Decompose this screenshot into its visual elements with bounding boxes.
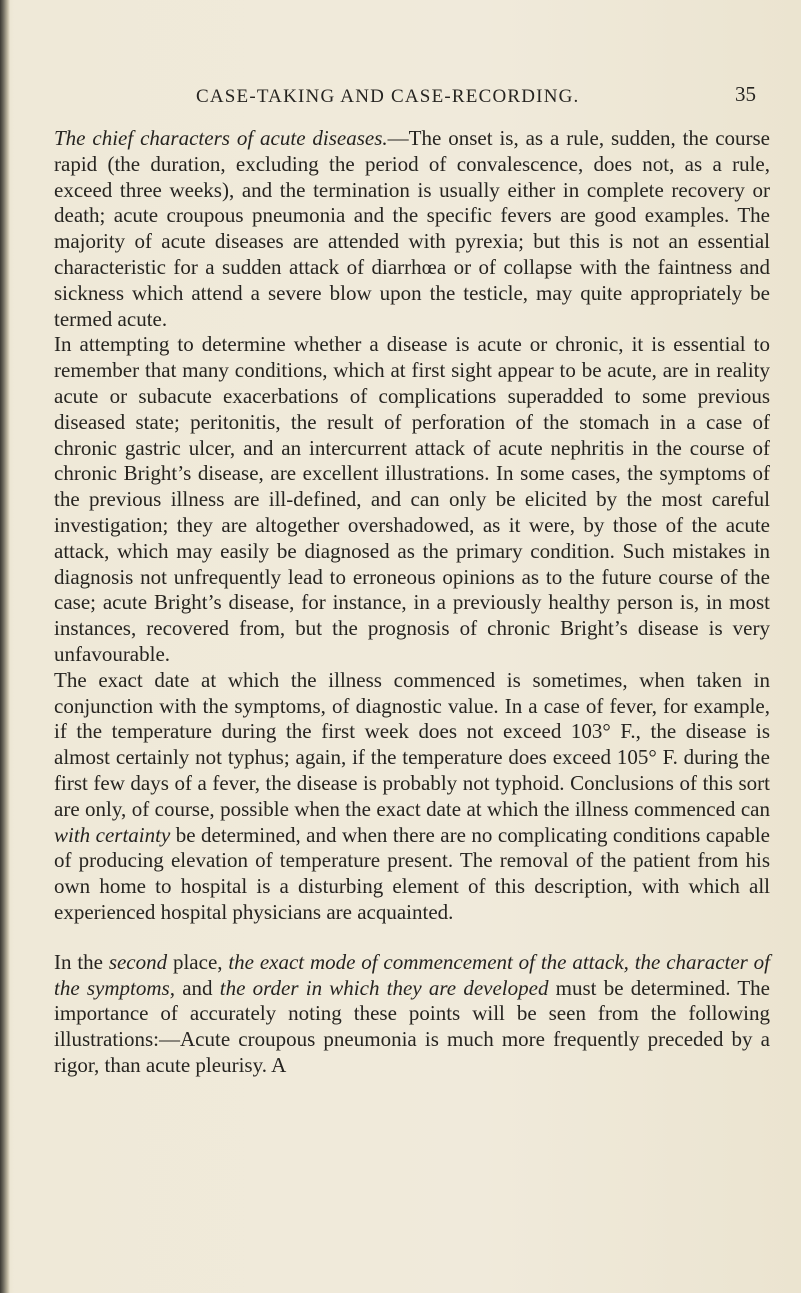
body-text — [54, 126, 770, 1079]
paragraph-text: and — [174, 975, 220, 1000]
binding-edge — [0, 0, 10, 1293]
emphasis: with certainty — [54, 822, 171, 847]
paragraph-exact-date — [54, 668, 770, 926]
paragraph-text: be determined, and when there are no complicating conditions capable of producing elevation of temperature present. The removal of the patient from his own home to hospital is a disturbing element of this description, with which all experienced hospital physicians are acquainted. — [54, 822, 770, 924]
paragraph-text: In attempting to determine whether a disease is acute or chronic, it is essential to remember that many conditions, which at first sight appear to be acute, are in reality acute or subacute exacerbations of complications superadded to some previous diseased state; peritonitis, the result of perforation of the stomach in a case of chronic gastric ulcer, and an intercurrent attack of acute nephritis in the course of chronic Bright’s disease, are excellent illustrations. In some cases, the symptoms of the previous illness are ill-defined, and can only be elicited by the most careful investigation; they are altogether overshadowed, as it were, by those of the acute attack, which may easily be diagnosed as the primary condition. Such mistakes in diagnosis not unfrequently lead to erroneous opinions as to the future course of the case; acute Bright’s disease, for instance, in a previously healthy person is, in most instances, recovered from, but the prognosis of chronic Bright’s disease is very unfavourable. — [54, 332, 770, 666]
paragraph-text: —The onset is, as a rule, sudden, the course rapid (the duration, excluding the period of convalescence, does not, as a rule, exceed three weeks), and the termination is usually either in complete recovery or death; acute croupous pneumonia and the specific fevers are good examples. The majority of acute diseases are attended with pyrexia; but this is not an essential characteristic for a sudden attack of diarrhœa or of collapse with the faintness and sickness which attend a severe blow upon the testicle, may quite appropriately be termed acute. — [54, 126, 770, 331]
paragraph-acute-diseases — [54, 126, 770, 332]
emphasis: the exact mode of commencement of the attack, the character of the symptoms, — [54, 949, 771, 1000]
running-head — [196, 82, 756, 114]
page-number: 35 — [735, 82, 756, 106]
running-title: CASE-TAKING AND CASE-RECORDING. — [196, 86, 580, 107]
paragraph-text: The exact date at which the illness commenced is sometimes, when taken in conjunction with the symptoms, of diagnostic value. In a case of fever, for example, if the temperature during the first week does not exceed 103° F., the disease is almost certainly not typhus; again, if the temperature does exceed 105° F. during the first few days of a fever, the disease is probably not typhoid. Conclusions of this sort are only, of course, possible when the exact date at which the illness commenced can — [54, 667, 770, 821]
paragraph-text: place, — [167, 949, 229, 974]
paragraph-acute-or-chronic — [54, 332, 770, 667]
emphasis: the order in which they are developed — [219, 975, 549, 1000]
paragraph-mode-of-commencement — [54, 950, 770, 1079]
paragraph-text: must be determined. The importance of accurately noting these points will be seen from the following illustrations:—Acute croupous pneumonia is much more frequently preceded by a rigor, than acute pleurisy. A — [54, 975, 770, 1077]
paragraph-text: In the — [54, 949, 109, 974]
section-heading: The chief characters of acute diseases. — [54, 126, 388, 150]
emphasis: second — [108, 949, 168, 974]
